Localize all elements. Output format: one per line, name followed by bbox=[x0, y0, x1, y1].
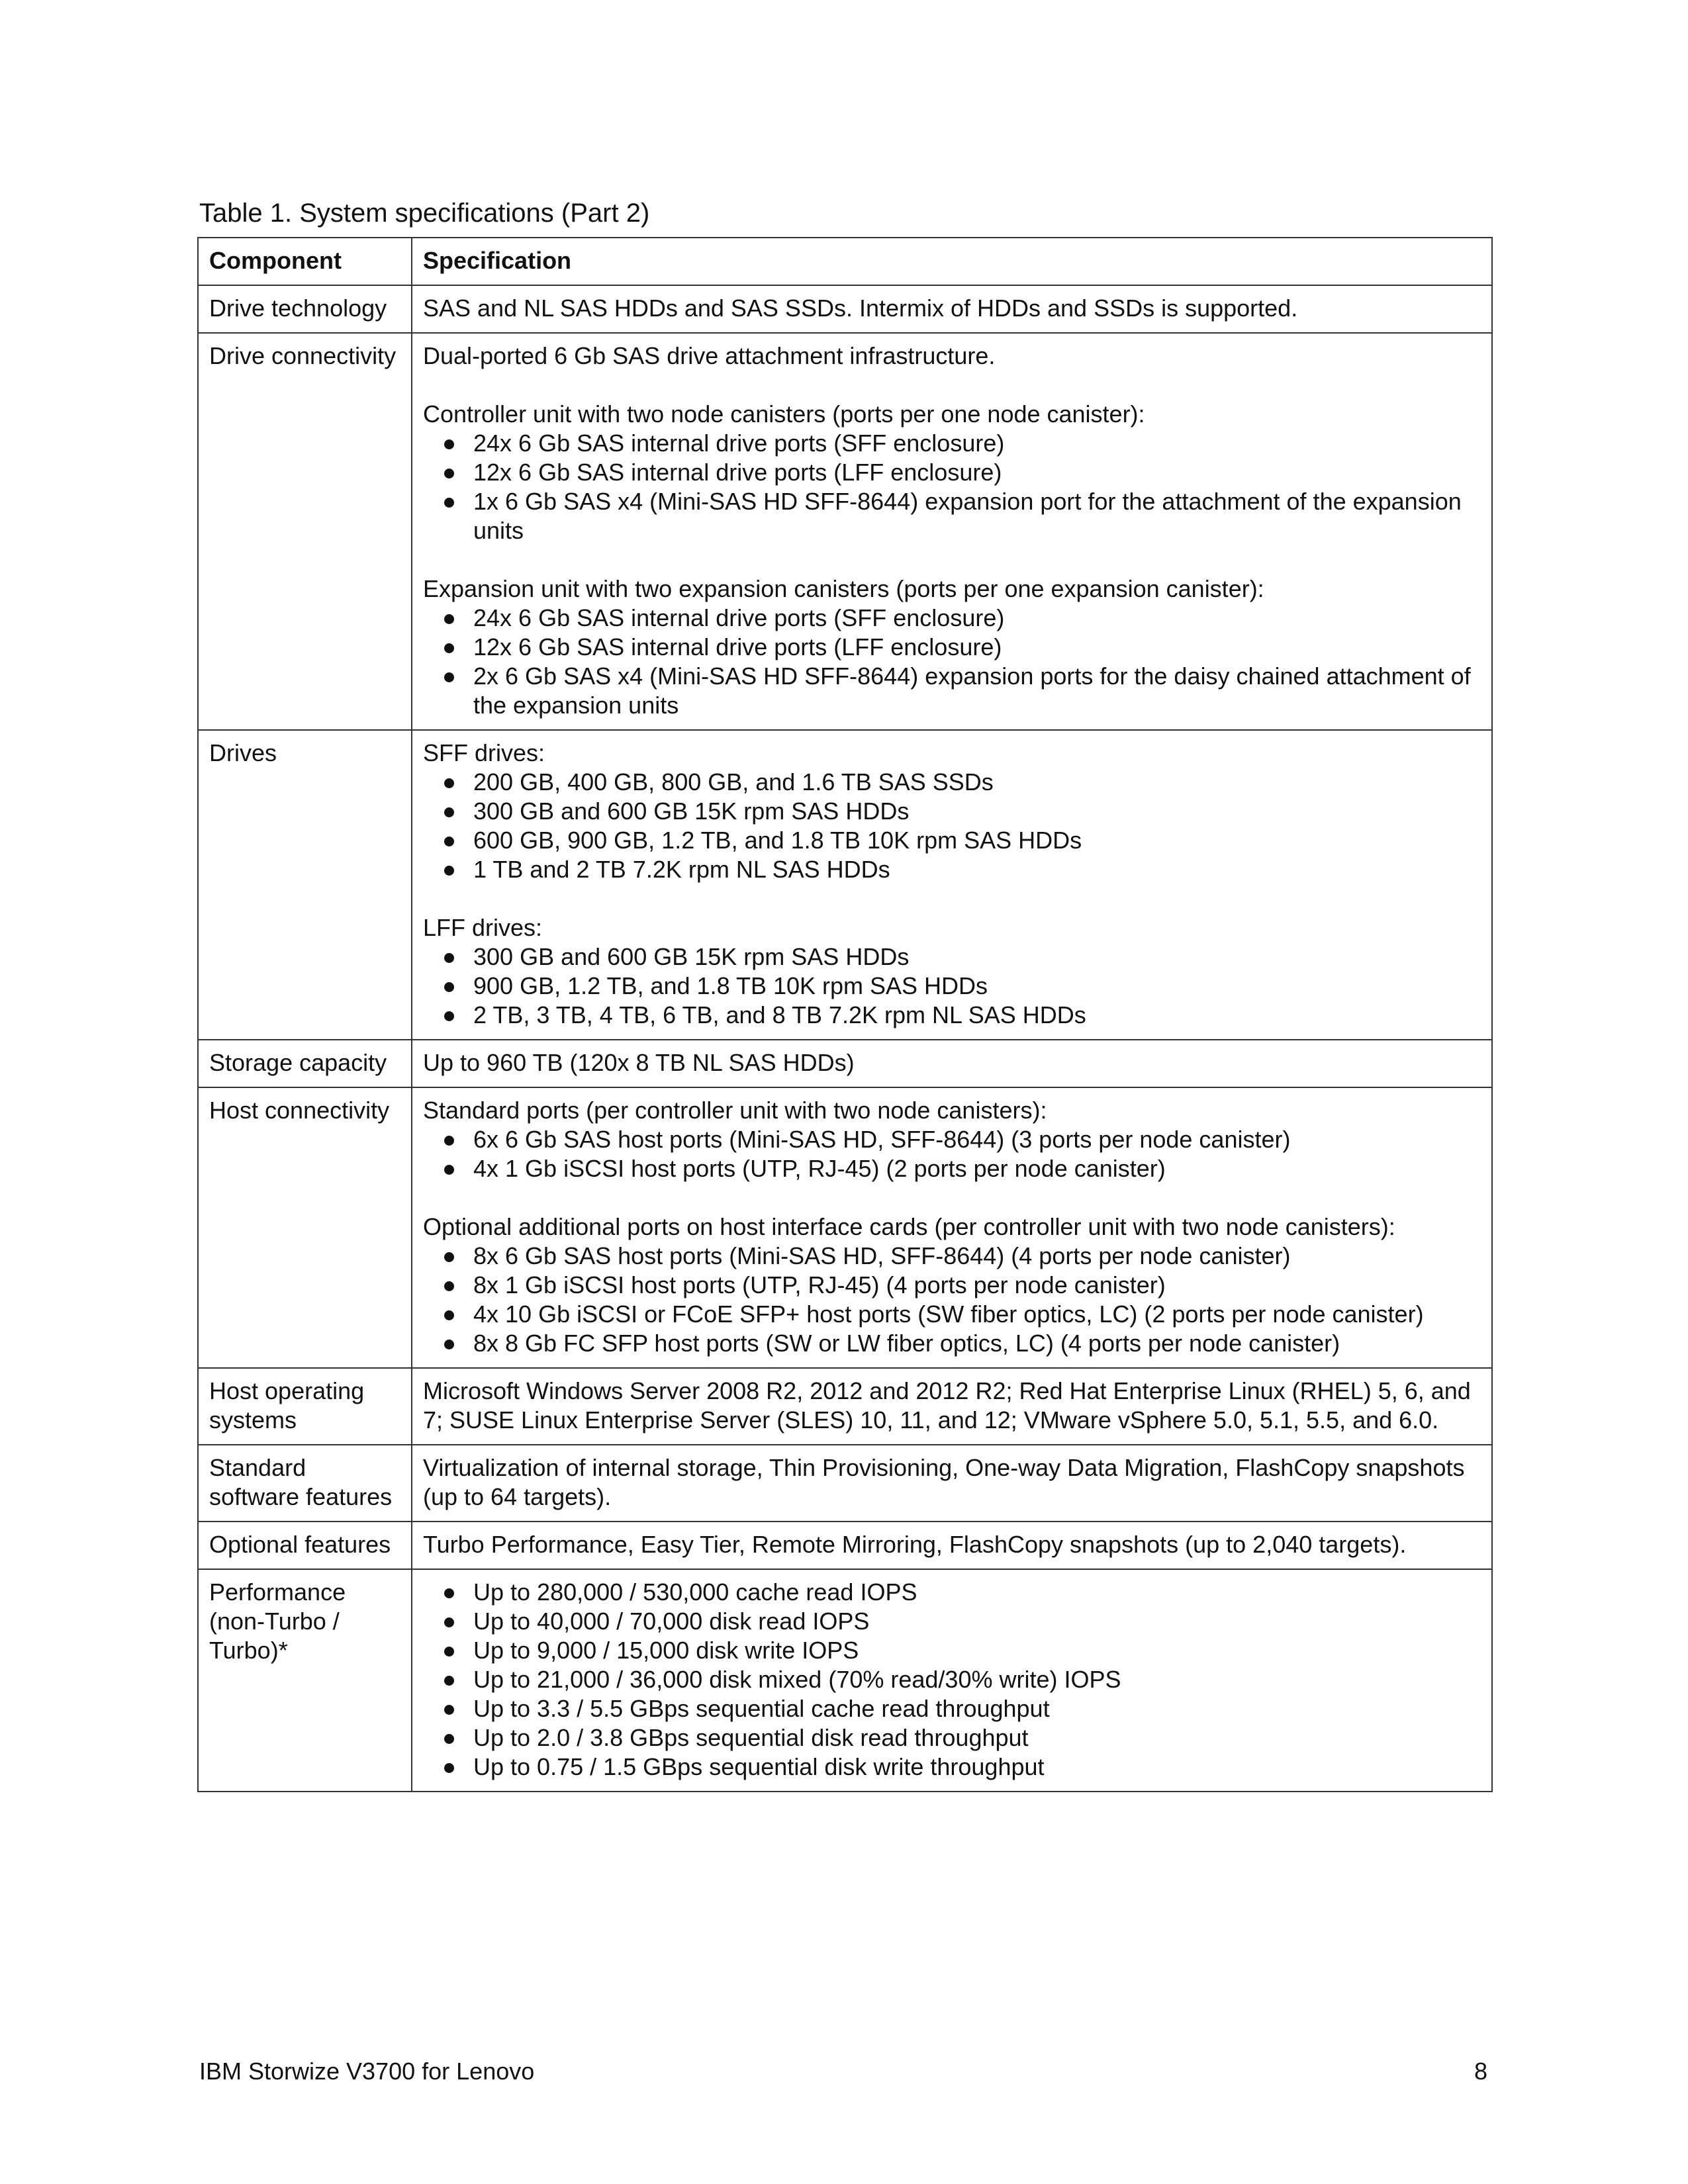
bullet-item: Up to 9,000 / 15,000 disk write IOPS bbox=[423, 1636, 1482, 1665]
specification-cell bbox=[412, 333, 1492, 730]
bullet-list bbox=[423, 768, 1482, 884]
bullet-item: 8x 8 Gb FC SFP host ports (SW or LW fiber optics, LC) (4 ports per node canister) bbox=[423, 1329, 1482, 1358]
component-cell: Drive connectivity bbox=[198, 333, 412, 730]
specification-block bbox=[423, 574, 1482, 720]
specifications-table bbox=[197, 237, 1493, 1792]
footer-page-number: 8 bbox=[1474, 2058, 1487, 2085]
specification-text: Virtualization of internal storage, Thin Provisioning, One-way Data Migration, FlashCopy snapshots (up to 64 targets). bbox=[423, 1454, 1465, 1510]
bullet-item: 1x 6 Gb SAS x4 (Mini-SAS HD SFF-8644) expansion port for the attachment of the expansion units bbox=[423, 487, 1482, 545]
bullet-item: 300 GB and 600 GB 15K rpm SAS HDDs bbox=[423, 942, 1482, 972]
specification-block bbox=[423, 913, 1482, 1030]
bullet-item: 200 GB, 400 GB, 800 GB, and 1.6 TB SAS SSDs bbox=[423, 768, 1482, 797]
bullet-item: 1 TB and 2 TB 7.2K rpm NL SAS HDDs bbox=[423, 855, 1482, 884]
specification-cell bbox=[412, 1445, 1492, 1522]
component-cell: Standard software features bbox=[198, 1445, 412, 1522]
bullet-item: 2x 6 Gb SAS x4 (Mini-SAS HD SFF-8644) expansion ports for the daisy chained attachment of the expansion units bbox=[423, 662, 1482, 720]
table-row bbox=[198, 1040, 1492, 1087]
bullet-item: Up to 0.75 / 1.5 GBps sequential disk write throughput bbox=[423, 1752, 1482, 1782]
bullet-item: 12x 6 Gb SAS internal drive ports (LFF enclosure) bbox=[423, 633, 1482, 662]
table-row bbox=[198, 1522, 1492, 1569]
component-cell: Drives bbox=[198, 730, 412, 1040]
specification-block bbox=[423, 1530, 1482, 1559]
bullet-item: Up to 3.3 / 5.5 GBps sequential cache read throughput bbox=[423, 1694, 1482, 1723]
specification-block bbox=[423, 1453, 1482, 1512]
bullet-list bbox=[423, 1578, 1482, 1782]
specification-cell bbox=[412, 730, 1492, 1040]
bullet-item: 24x 6 Gb SAS internal drive ports (SFF enclosure) bbox=[423, 429, 1482, 458]
specification-text: Dual-ported 6 Gb SAS drive attachment infrastructure. bbox=[423, 342, 996, 369]
specification-text: Optional additional ports on host interface cards (per controller unit with two node canisters): bbox=[423, 1213, 1395, 1240]
component-cell: Storage capacity bbox=[198, 1040, 412, 1087]
specification-cell bbox=[412, 1368, 1492, 1445]
specification-text: Standard ports (per controller unit with two node canisters): bbox=[423, 1097, 1047, 1124]
header-specification: Specification bbox=[412, 238, 1492, 285]
specification-block bbox=[423, 1377, 1482, 1435]
bullet-item: 6x 6 Gb SAS host ports (Mini-SAS HD, SFF-8644) (3 ports per node canister) bbox=[423, 1125, 1482, 1154]
bullet-list bbox=[423, 1242, 1482, 1358]
specification-block bbox=[423, 1212, 1482, 1358]
bullet-item: Up to 40,000 / 70,000 disk read IOPS bbox=[423, 1607, 1482, 1636]
bullet-item: 4x 10 Gb iSCSI or FCoE SFP+ host ports (SW fiber optics, LC) (2 ports per node canister) bbox=[423, 1300, 1482, 1329]
specification-block bbox=[423, 294, 1482, 323]
table-row bbox=[198, 1087, 1492, 1368]
specification-cell bbox=[412, 1087, 1492, 1368]
specification-block bbox=[423, 341, 1482, 371]
bullet-item: 8x 1 Gb iSCSI host ports (UTP, RJ-45) (4 ports per node canister) bbox=[423, 1271, 1482, 1300]
bullet-item: 300 GB and 600 GB 15K rpm SAS HDDs bbox=[423, 797, 1482, 826]
bullet-item: Up to 280,000 / 530,000 cache read IOPS bbox=[423, 1578, 1482, 1607]
specification-text: LFF drives: bbox=[423, 914, 543, 941]
specification-text: SAS and NL SAS HDDs and SAS SSDs. Intermix of HDDs and SSDs is supported. bbox=[423, 295, 1298, 322]
table-row bbox=[198, 333, 1492, 730]
component-cell: Performance (non-Turbo / Turbo)* bbox=[198, 1569, 412, 1792]
specification-cell bbox=[412, 1040, 1492, 1087]
table-row bbox=[198, 285, 1492, 333]
specification-text: Up to 960 TB (120x 8 TB NL SAS HDDs) bbox=[423, 1049, 855, 1076]
table-row bbox=[198, 730, 1492, 1040]
specification-cell bbox=[412, 1569, 1492, 1792]
table-row bbox=[198, 1368, 1492, 1445]
specification-cell bbox=[412, 1522, 1492, 1569]
bullet-list bbox=[423, 1125, 1482, 1183]
bullet-item: 8x 6 Gb SAS host ports (Mini-SAS HD, SFF-8644) (4 ports per node canister) bbox=[423, 1242, 1482, 1271]
specification-block bbox=[423, 1048, 1482, 1077]
header-component: Component bbox=[198, 238, 412, 285]
specification-block bbox=[423, 1578, 1482, 1782]
bullet-item: 4x 1 Gb iSCSI host ports (UTP, RJ-45) (2 ports per node canister) bbox=[423, 1154, 1482, 1183]
specification-text: Turbo Performance, Easy Tier, Remote Mirroring, FlashCopy snapshots (up to 2,040 targets). bbox=[423, 1531, 1407, 1558]
bullet-list bbox=[423, 942, 1482, 1030]
footer-document-title: IBM Storwize V3700 for Lenovo bbox=[199, 2058, 535, 2085]
table-row bbox=[198, 1445, 1492, 1522]
specification-block bbox=[423, 400, 1482, 545]
specification-block bbox=[423, 739, 1482, 884]
bullet-list bbox=[423, 429, 1482, 545]
specification-text: Expansion unit with two expansion canisters (ports per one expansion canister): bbox=[423, 575, 1264, 602]
component-cell: Optional features bbox=[198, 1522, 412, 1569]
bullet-list bbox=[423, 604, 1482, 720]
bullet-item: 12x 6 Gb SAS internal drive ports (LFF enclosure) bbox=[423, 458, 1482, 487]
specification-text: SFF drives: bbox=[423, 739, 545, 766]
component-cell: Drive technology bbox=[198, 285, 412, 333]
bullet-item: Up to 2.0 / 3.8 GBps sequential disk read throughput bbox=[423, 1723, 1482, 1752]
component-cell: Host connectivity bbox=[198, 1087, 412, 1368]
table-caption: Table 1. System specifications (Part 2) bbox=[199, 199, 650, 228]
bullet-item: 2 TB, 3 TB, 4 TB, 6 TB, and 8 TB 7.2K rpm NL SAS HDDs bbox=[423, 1001, 1482, 1030]
component-cell: Host operating systems bbox=[198, 1368, 412, 1445]
specification-text: Microsoft Windows Server 2008 R2, 2012 and 2012 R2; Red Hat Enterprise Linux (RHEL) 5, 6, and 7; SUSE Linux Enterprise Server (SLES) 10, 11, and 12; VMware vSphere 5.0, 5.1, 5.5, and 6.0. bbox=[423, 1377, 1471, 1433]
specification-block bbox=[423, 1096, 1482, 1183]
bullet-item: 600 GB, 900 GB, 1.2 TB, and 1.8 TB 10K rpm SAS HDDs bbox=[423, 826, 1482, 855]
table-body bbox=[198, 285, 1492, 1792]
bullet-item: 900 GB, 1.2 TB, and 1.8 TB 10K rpm SAS HDDs bbox=[423, 972, 1482, 1001]
bullet-item: Up to 21,000 / 36,000 disk mixed (70% read/30% write) IOPS bbox=[423, 1665, 1482, 1694]
specification-cell bbox=[412, 285, 1492, 333]
table-row bbox=[198, 1569, 1492, 1792]
bullet-item: 24x 6 Gb SAS internal drive ports (SFF enclosure) bbox=[423, 604, 1482, 633]
table-header-row bbox=[198, 238, 1492, 285]
specification-text: Controller unit with two node canisters (ports per one node canister): bbox=[423, 400, 1145, 428]
